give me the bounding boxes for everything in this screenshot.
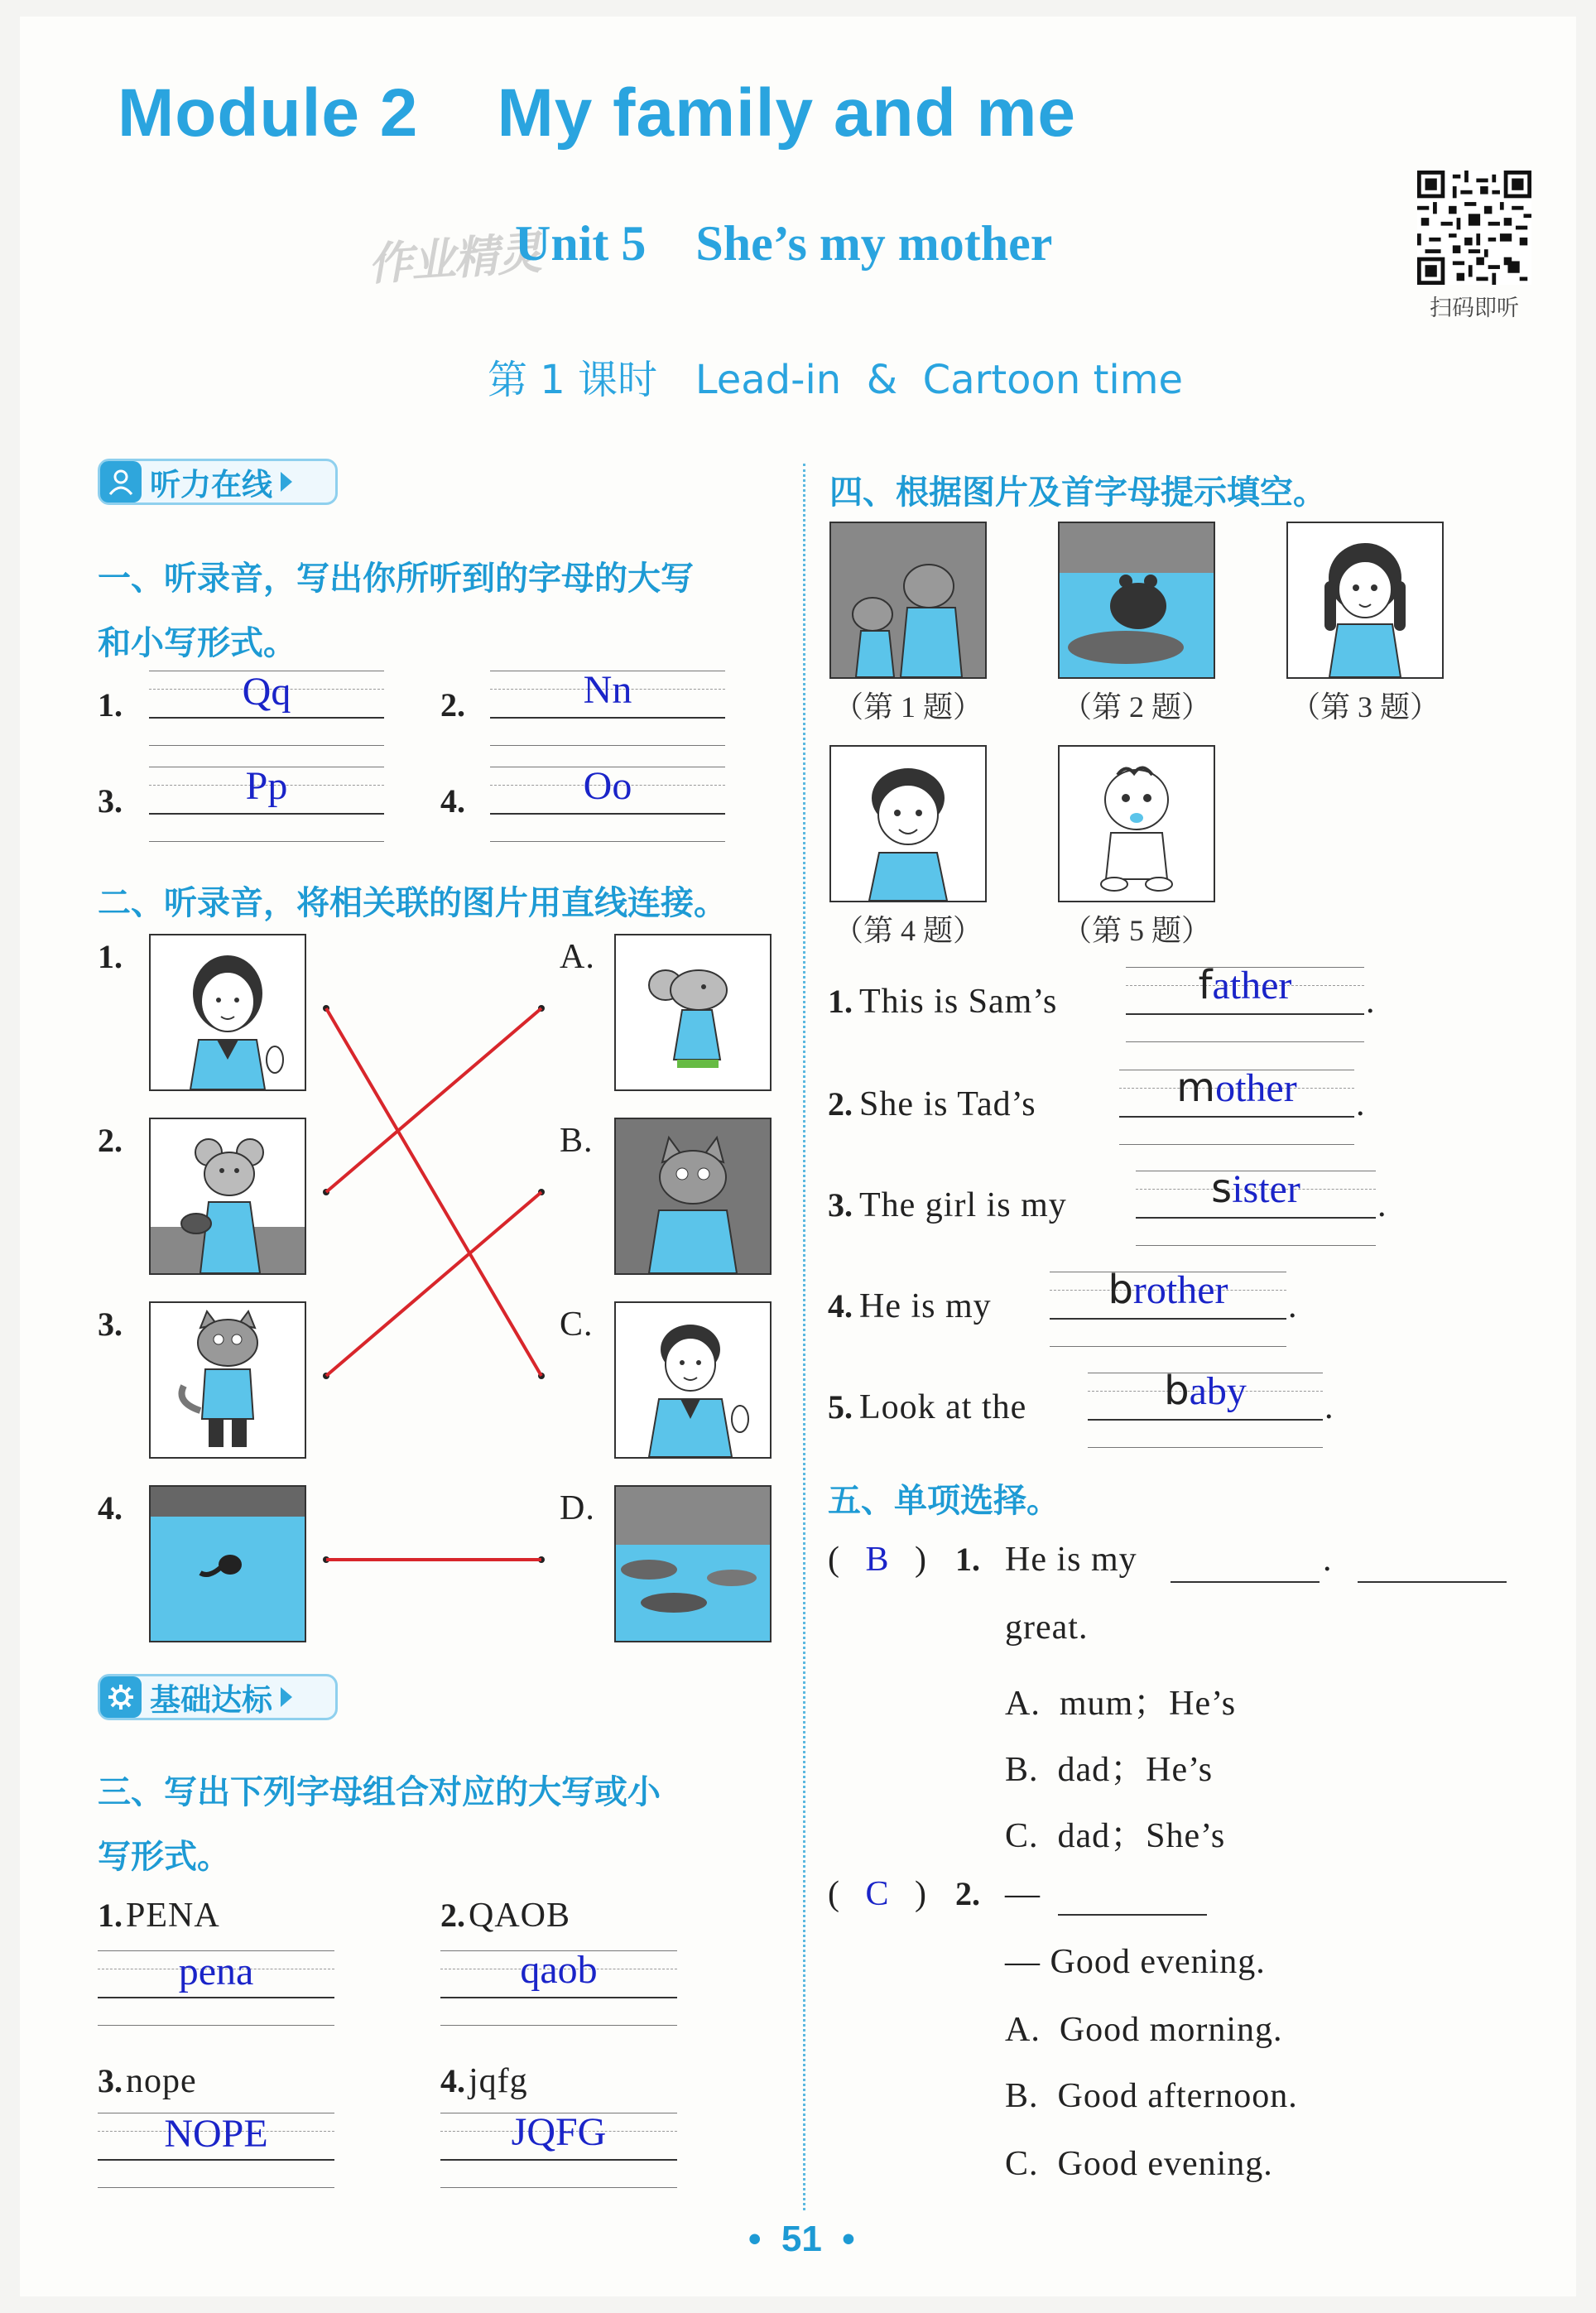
left-label: 4.	[98, 1489, 123, 1527]
caption: （第 5 题）	[1061, 914, 1211, 947]
page-number: • 51 •	[748, 2219, 855, 2259]
s3-heading-line1: 三、写出下列字母组合对应的大写或小	[98, 1773, 661, 1811]
end-period: .	[1288, 1287, 1298, 1325]
answer-rest: rother	[1132, 1268, 1228, 1312]
choice-answer: C	[865, 1875, 889, 1913]
answer-paren[interactable]: ( B )	[828, 1541, 927, 1579]
s4-answer-lines[interactable]	[1050, 1267, 1286, 1351]
baby-picture[interactable]	[1058, 745, 1215, 902]
answer-text: pena	[178, 1950, 254, 1993]
item-number: 2.	[440, 1897, 465, 1934]
right-label: A.	[560, 938, 595, 976]
option-c[interactable]: C. dad；She’s	[1005, 1817, 1226, 1855]
basics-tag-label: 基础达标	[150, 1682, 272, 1718]
s4-item	[828, 1084, 1036, 1124]
option-c[interactable]: C. Good evening.	[1005, 2145, 1273, 2183]
answer-text	[1126, 962, 1364, 1008]
hint-letter: s	[1211, 1166, 1233, 1212]
answer-text	[1050, 1267, 1286, 1313]
s3-item	[440, 1896, 570, 1936]
item-number: 3.	[98, 782, 123, 820]
option-a[interactable]: A. Good morning.	[1005, 2011, 1283, 2049]
answer-rest: ather	[1212, 964, 1292, 1007]
s1-heading-line1: 一、听录音，写出你所听到的字母的大写	[98, 560, 694, 598]
s3-answer-lines[interactable]	[98, 2113, 334, 2192]
answer-text	[1088, 1368, 1323, 1414]
item-number: 4.	[440, 782, 465, 820]
answer-text: Nn	[583, 668, 632, 712]
answer-text: NOPE	[164, 2112, 268, 2156]
question-stem: He is my	[1005, 1541, 1137, 1579]
boy-picture[interactable]	[829, 745, 987, 902]
answer-text: JQFG	[511, 2110, 607, 2154]
answer-rest: other	[1215, 1066, 1297, 1110]
item-number: 1.	[98, 1897, 123, 1934]
item-number: 4.	[440, 2062, 465, 2099]
gear-icon	[100, 1676, 142, 1718]
prompt-text: jqfg	[469, 2062, 528, 2100]
left-label: 1.	[98, 938, 123, 975]
lesson-title: 第 1 课时 Lead-in & Cartoon time	[488, 357, 1184, 403]
s4-item	[828, 1387, 1026, 1427]
prompt-text: nope	[126, 2062, 197, 2100]
hint-letter: b	[1164, 1368, 1190, 1414]
s3-heading-line2: 写形式。	[98, 1838, 230, 1876]
option-b[interactable]: B. Good afternoon.	[1005, 2077, 1298, 2115]
column-divider	[803, 464, 805, 2210]
hint-letter: m	[1176, 1065, 1216, 1111]
sentence-text: This is Sam’s	[859, 983, 1058, 1021]
answer-text	[1119, 1065, 1354, 1111]
girl-picture[interactable]	[1286, 522, 1444, 679]
match-line	[326, 1192, 541, 1376]
s5-heading: 五、单项选择。	[828, 1482, 1060, 1520]
s2-heading: 二、听录音，将相关联的图片用直线连接。	[98, 884, 727, 922]
caption: （第 2 题）	[1061, 690, 1211, 724]
match-line	[326, 1008, 541, 1376]
right-label: D.	[560, 1489, 595, 1527]
end-period: .	[1377, 1186, 1387, 1224]
hint-letter: b	[1108, 1267, 1133, 1313]
basics-tag	[98, 1674, 338, 1720]
workbook-page	[20, 17, 1576, 2296]
sentence-text: She is Tad’s	[859, 1085, 1036, 1123]
option-a[interactable]: A. mum；He’s	[1005, 1685, 1237, 1723]
blank-line[interactable]	[1058, 1914, 1207, 1916]
s3-item	[98, 2061, 197, 2101]
s3-answer-lines[interactable]	[440, 2110, 677, 2192]
item-number: 2.	[440, 686, 465, 724]
s3-item	[98, 1896, 220, 1936]
frog-picture[interactable]	[1058, 522, 1215, 679]
caption: （第 3 题）	[1290, 690, 1440, 724]
s1-heading-line2: 和小写形式。	[98, 624, 296, 662]
qr-label: 扫码即听	[1430, 296, 1519, 321]
match-line	[326, 1008, 541, 1192]
s4-heading: 四、根据图片及首字母提示填空。	[829, 474, 1326, 512]
cats-picture[interactable]	[829, 522, 987, 679]
s3-item	[440, 2061, 528, 2101]
item-number: 3.	[98, 2062, 123, 2099]
module-title: Module 2 My family and me	[118, 75, 1077, 151]
arrow-icon	[281, 1687, 292, 1707]
end-period: .	[1324, 1388, 1334, 1426]
dialog-dash: —	[1005, 1875, 1041, 1913]
sentence-text: The girl is my	[859, 1186, 1067, 1224]
prompt-text: QAOB	[469, 1897, 571, 1935]
sentence-text: He is my	[859, 1287, 992, 1325]
answer-text	[1136, 1166, 1376, 1212]
caption: （第 4 题）	[833, 914, 983, 947]
answer-rest: ister	[1232, 1167, 1300, 1211]
prompt-text: PENA	[126, 1897, 220, 1935]
right-label: C.	[560, 1306, 594, 1344]
listening-tag-label: 听力在线	[150, 467, 272, 503]
answer-text: qaob	[520, 1948, 598, 1992]
sentence-text: Look at the	[859, 1388, 1027, 1426]
item-number: 1.	[98, 686, 123, 724]
answer-text: Oo	[583, 764, 632, 808]
choice-answer: B	[865, 1541, 889, 1579]
item-number: 2.	[828, 1085, 853, 1123]
question-stem-cont: great.	[1005, 1609, 1089, 1647]
item-number: 3.	[828, 1186, 853, 1224]
answer-paren[interactable]: ( C )	[828, 1875, 927, 1913]
s4-item	[828, 1286, 992, 1326]
s4-item	[828, 1185, 1067, 1225]
s4-answer-lines[interactable]	[1088, 1368, 1323, 1452]
watermark: 作业精灵	[366, 226, 542, 291]
s3-answer-lines[interactable]	[440, 1950, 677, 2030]
blank-dot: .	[1323, 1541, 1333, 1579]
question-number: 1.	[955, 1541, 980, 1578]
left-label: 3.	[98, 1306, 123, 1343]
unit-title: Unit 5 She’s my mother	[515, 216, 1053, 271]
hint-letter: f	[1198, 962, 1213, 1008]
caption: （第 1 题）	[833, 690, 983, 724]
s3-answer-lines[interactable]	[98, 1950, 334, 2030]
item-number: 1.	[828, 983, 853, 1020]
question-number: 2.	[955, 1875, 980, 1912]
s4-item	[828, 982, 1057, 1022]
s4-answer-lines[interactable]	[1119, 1065, 1354, 1149]
s4-answer-lines[interactable]	[1136, 1166, 1376, 1250]
blank-line[interactable]	[1171, 1581, 1320, 1583]
right-label: B.	[560, 1122, 594, 1160]
answer-rest: aby	[1189, 1369, 1247, 1413]
dialog-reply: — Good evening.	[1005, 1943, 1266, 1981]
left-label: 2.	[98, 1122, 123, 1159]
answer-text: Pp	[245, 764, 288, 808]
blank-line[interactable]	[1358, 1581, 1507, 1583]
end-period: .	[1366, 983, 1376, 1021]
option-b[interactable]: B. dad；He’s	[1005, 1751, 1214, 1789]
s4-answer-lines[interactable]	[1126, 962, 1364, 1046]
end-period: .	[1356, 1085, 1366, 1123]
item-number: 5.	[828, 1388, 853, 1426]
answer-text: Qq	[242, 670, 291, 714]
item-number: 4.	[828, 1287, 853, 1325]
